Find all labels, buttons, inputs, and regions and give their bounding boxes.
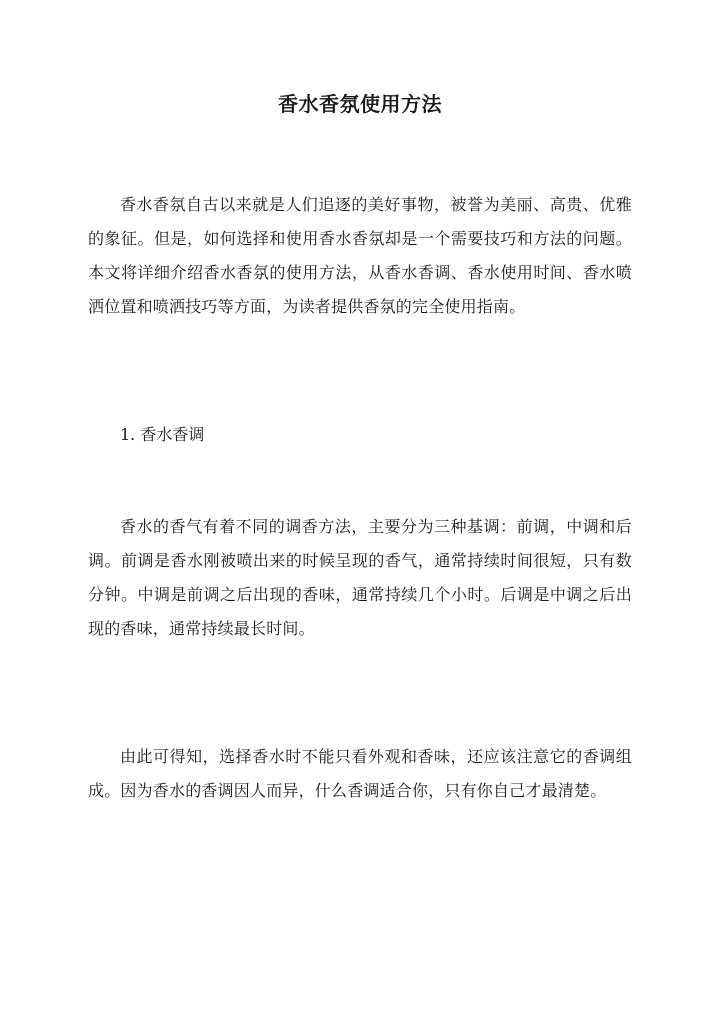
section-heading: 1. 香水香调 bbox=[120, 425, 205, 444]
intro-paragraph: 香水香氛自古以来就是人们追逐的美好事物，被誉为美丽、高贵、优雅的象征。但是，如何选择和使用香水香氛却是一个需要技巧和方法的问题。本文将详细介绍香水香氛的使用方法，从香水香调、香水使用时间、香水喷洒位置和喷洒技巧等方面，为读者提供香氛的完全使用指南。 bbox=[88, 195, 632, 316]
conclusion-paragraph: 由此可得知，选择香水时不能只看外观和香味，还应该注意它的香调组成。因为香水的香调因人而异，什么香调适合你，只有你自己才最清楚。 bbox=[88, 747, 632, 800]
notes-paragraph: 香水的香气有着不同的调香方法，主要分为三种基调：前调，中调和后调。前调是香水刚被喷出来的时候呈现的香气，通常持续时间很短，只有数分钟。中调是前调之后出现的香味，通常持续几个小时。后调是中调之后出现的香味，通常持续最长时间。 bbox=[88, 517, 632, 638]
document-title: 香水香氛使用方法 bbox=[278, 92, 442, 116]
